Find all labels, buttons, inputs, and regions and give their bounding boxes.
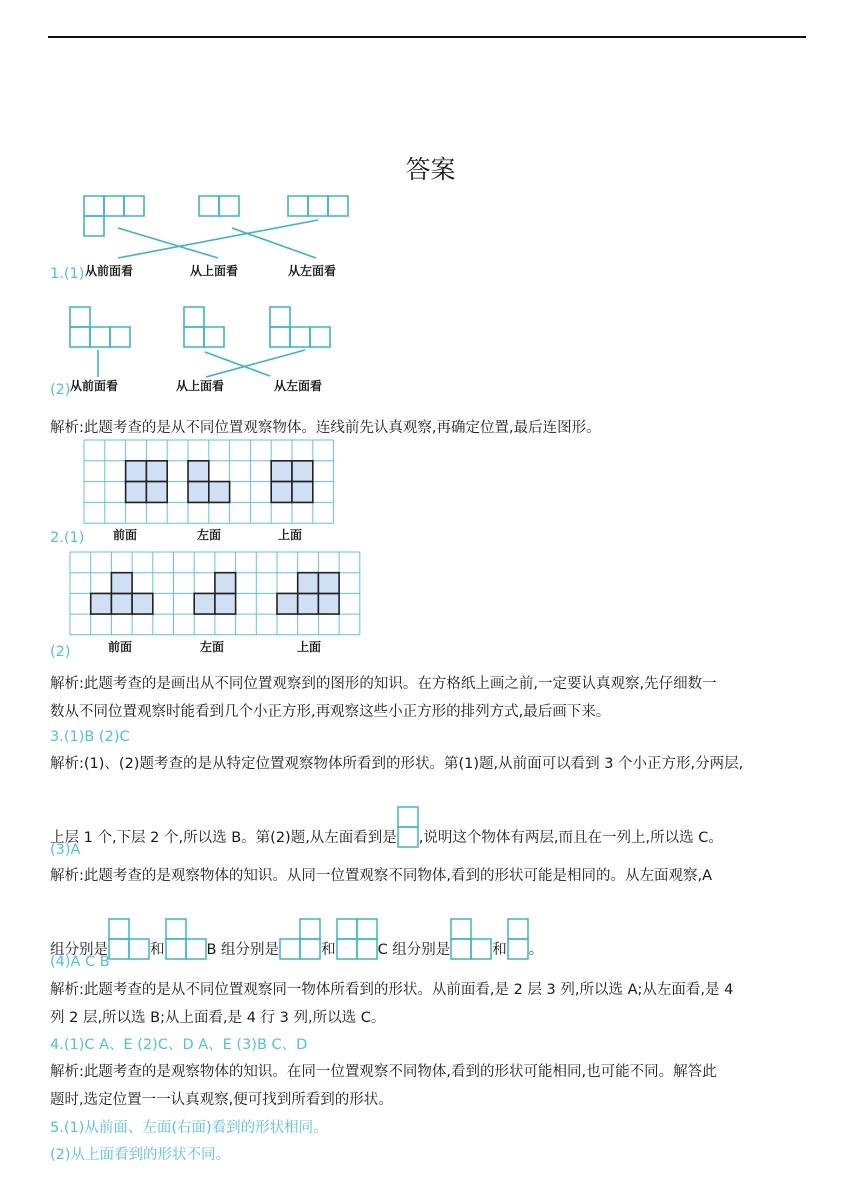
q3-answer3: (3)A [50, 842, 81, 858]
q4-analysis-line1: 解析:此题考查的是观察物体的知识。在同一位置观察不同物体,看到的形状可能相同,也可能不同。解答此 [50, 1064, 717, 1080]
q3-analysis4-line2: 列 2 层,所以选 B;从上面看,是 4 行 3 列,所以选 C。 [50, 1010, 386, 1026]
shape-b1-icon [279, 918, 321, 960]
q3-analysis3-text-c: C 组分别是 [377, 942, 451, 958]
q3-analysis4-line1: 解析:此题考查的是从不同位置观察同一物体所看到的形状。从前面看,是 2 层 3 列,所以选 A;从左面看,是 4 [50, 982, 734, 998]
q3-analysis3-and3: 和 [492, 942, 507, 958]
filled-cell [126, 461, 147, 482]
q3-analysis3-text-b: B 组分别是 [206, 942, 280, 958]
q1-analysis: 解析:此题考查的是从不同位置观察物体。连线前先认真观察,再确定位置,最后连图形。 [50, 420, 601, 436]
shape-a2-icon [165, 918, 207, 960]
filled-cell [132, 593, 153, 614]
filled-cell [271, 461, 292, 482]
shape-b2-icon [336, 918, 378, 960]
filled-cell [318, 593, 339, 614]
q1-part2-figure [0, 0, 861, 400]
filled-cell [271, 482, 292, 503]
filled-cell [188, 461, 209, 482]
filled-cell [298, 573, 319, 594]
q3-analysis1-line2 [50, 806, 723, 848]
q3-answer4: (4)A C B [50, 954, 110, 970]
q1-part1-label: 1.(1) [50, 266, 85, 282]
q1-p2-caption-front: 从前面看 [70, 379, 119, 393]
shape-c2-icon [507, 918, 529, 960]
q3-analysis3-and2: 和 [321, 942, 336, 958]
q3-analysis1-line2-text-b: ,说明这个物体有两层,而且在一列上,所以选 C。 [418, 830, 723, 846]
q2-p1-caption-left: 左面 [197, 528, 222, 542]
filled-cell [111, 593, 132, 614]
filled-cell [188, 482, 209, 503]
q5-answer2: (2)从上面看到的形状不同。 [50, 1147, 231, 1163]
q2-analysis-line1: 解析:此题考查的是画出从不同位置观察到的图形的知识。在方格纸上画之前,一定要认真观察,先仔细数一 [50, 676, 717, 692]
filled-cell [292, 461, 313, 482]
q3-analysis3-end: 。 [528, 942, 544, 958]
q2-p1-caption-front: 前面 [113, 528, 138, 542]
q1-p1-caption-left: 从左面看 [288, 264, 337, 278]
filled-cell [298, 593, 319, 614]
q1-p1-caption-front: 从前面看 [85, 264, 134, 278]
q2-part1-label: 2.(1) [50, 530, 85, 546]
filled-cell [146, 461, 167, 482]
filled-cell [292, 482, 313, 503]
q3-analysis3-and1: 和 [150, 942, 165, 958]
q3-answer1: 3.(1)B (2)C [50, 729, 130, 745]
filled-cell [126, 482, 147, 503]
q2-p2-caption-left: 左面 [200, 640, 225, 654]
filled-cell [318, 573, 339, 594]
q3-analysis3-line1: 解析:此题考查的是观察物体的知识。从同一位置观察不同物体,看到的形状可能是相同的。从左面观察,A [50, 868, 713, 884]
q4-answer: 4.(1)C A、E (2)C、D A、E (3)B C、D [50, 1037, 308, 1053]
q2-part2-label: (2) [50, 644, 71, 660]
q2-p2-caption-top: 上面 [297, 640, 322, 654]
q3-analysis1-line1: 解析:(1)、(2)题考查的是从特定位置观察物体所看到的形状。第(1)题,从前面可以看到 3 个小正方形,分两层, [50, 756, 744, 772]
filled-cell [277, 593, 298, 614]
filled-cell [91, 593, 112, 614]
filled-cell [146, 482, 167, 503]
q1-p1-caption-top: 从上面看 [190, 264, 239, 278]
shape-a1-icon [108, 918, 150, 960]
page-title: 答案 [405, 155, 456, 184]
q2-p1-caption-top: 上面 [278, 528, 303, 542]
q1-part2-label: (2) [50, 382, 71, 398]
q2-part1-grid [84, 440, 334, 524]
filled-cell [194, 593, 215, 614]
q3-analysis3-line2 [50, 918, 543, 960]
q4-analysis-line2: 题时,选定位置一一认真观察,便可找到所看到的形状。 [50, 1092, 393, 1108]
filled-cell [215, 593, 236, 614]
q3-analysis1-line2-text-a: 上层 1 个,下层 2 个,所以选 B。第(2)题,从左面看到是 [50, 830, 397, 846]
q5-answer1: 5.(1)从前面、左面(右面)看到的形状相同。 [50, 1120, 328, 1136]
two-stack-shape-icon [397, 806, 419, 848]
q2-part2-grid [70, 552, 360, 636]
q3-analysis3-text-a: 组分别是 [50, 942, 108, 958]
q2-analysis-line2: 数从不同位置观察时能看到几个小正方形,再观察这些小正方形的排列方式,最后画下来。 [50, 704, 611, 720]
shape-c1-icon [450, 918, 492, 960]
q1-p2-caption-left: 从左面看 [274, 379, 323, 393]
q2-p2-caption-front: 前面 [108, 640, 133, 654]
filled-cell [215, 573, 236, 594]
filled-cell [111, 573, 132, 594]
filled-cell [209, 482, 230, 503]
q1-p2-caption-top: 从上面看 [176, 379, 225, 393]
